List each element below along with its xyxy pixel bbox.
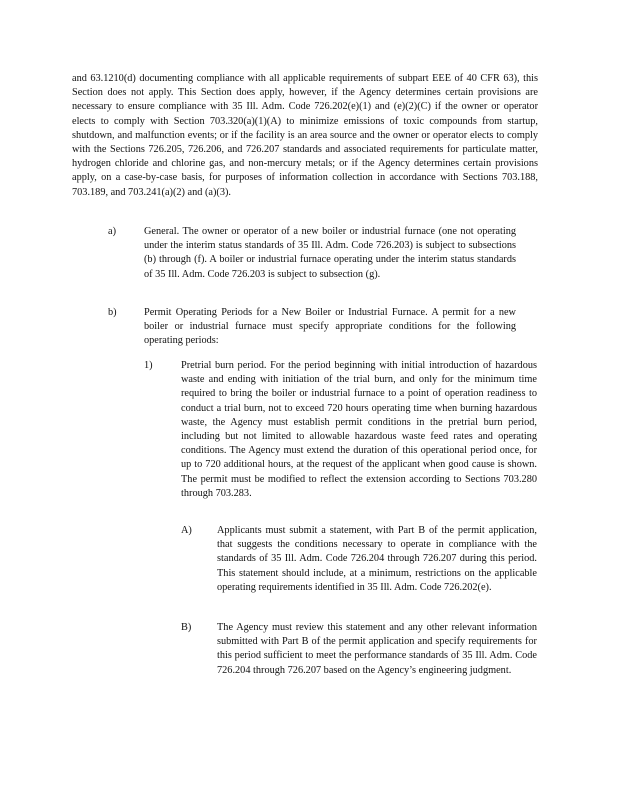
item-A-text: Applicants must submit a statement, with Part B of the permit application, that suggests the conditions necessary to operate in compliance with the standards of 35 Ill. Adm. Code 726.204 through 726.207 during this period. This statement should include, at a minimum, restrictions on the applicable operating requirements identified in 35 Ill. Adm. Code 726.202(e).	[217, 525, 537, 593]
item-B-label: B)	[181, 622, 192, 633]
intro-paragraph: and 63.1210(d) documenting compliance with all applicable requirements of subpart EEE of 40 CFR 63), this Section does not apply. This Section does apply, however, if the Agency determines certain provisions are necessary to ensure compliance with 35 Ill. Adm. Code 726.202(e)(1) and (e)(2)(C) if the owner or operator elects to comply with Section 703.320(a)(1)(A) to minimize emissions of toxic compounds from startup, shutdown, and malfunction events; or if the facility is an area source and the owner or operator elects to comply with the Sections 726.205, 726.206, and 726.207 standards and associated requirements for particulate matter, hydrogen chloride and chlorine gas, and non-mercury metals; or if the Agency determines certain provisions apply, on a case-by-case basis, for purposes of information collection in accordance with Sections 703.188, 703.189, and 703.241(a)(2) and (a)(3).	[72, 73, 538, 198]
subsection-b-label: b)	[108, 307, 117, 318]
item-1-label: 1)	[144, 360, 153, 371]
subsection-a-label: a)	[108, 226, 116, 237]
subsection-b-text: Permit Operating Periods for a New Boiler or Industrial Furnace. A permit for a new boiler or industrial furnace must specify appropriate conditions for the following operating periods:	[144, 307, 516, 347]
subsection-a-text: General. The owner or operator of a new boiler or industrial furnace (one not operating under the interim status standards of 35 Ill. Adm. Code 726.203) is subject to subsections (b) through (f). A boiler or industrial furnace operating under the interim status standards of 35 Ill. Adm. Code 726.203 is subject to subsection (g).	[144, 226, 516, 280]
item-1-text: Pretrial burn period. For the period beginning with initial introduction of hazardous waste and ending with initiation of the trial burn, and only for the minimum time required to bring the boiler or industrial furnace to a point of operation readiness to conduct a trial burn, not to exceed 720 hours operating time when burning hazardous waste, the Agency must establish permit conditions in the pretrial burn period, including but not limited to allowable hazardous waste feed rates and operating conditions. The Agency must extend the duration of this operational period once, for up to 720 additional hours, at the request of the applicant when good cause is shown. The permit must be modified to reflect the extension according to Sections 703.280 through 703.283.	[181, 360, 537, 499]
item-A-label: A)	[181, 525, 192, 536]
item-B-text: The Agency must review this statement and any other relevant information submitted with Part B of the permit application and specify requirements for this period sufficient to meet the performance standards of 35 Ill. Adm. Code 726.204 through 726.207 based on the Agency’s engineering judgment.	[217, 622, 537, 676]
